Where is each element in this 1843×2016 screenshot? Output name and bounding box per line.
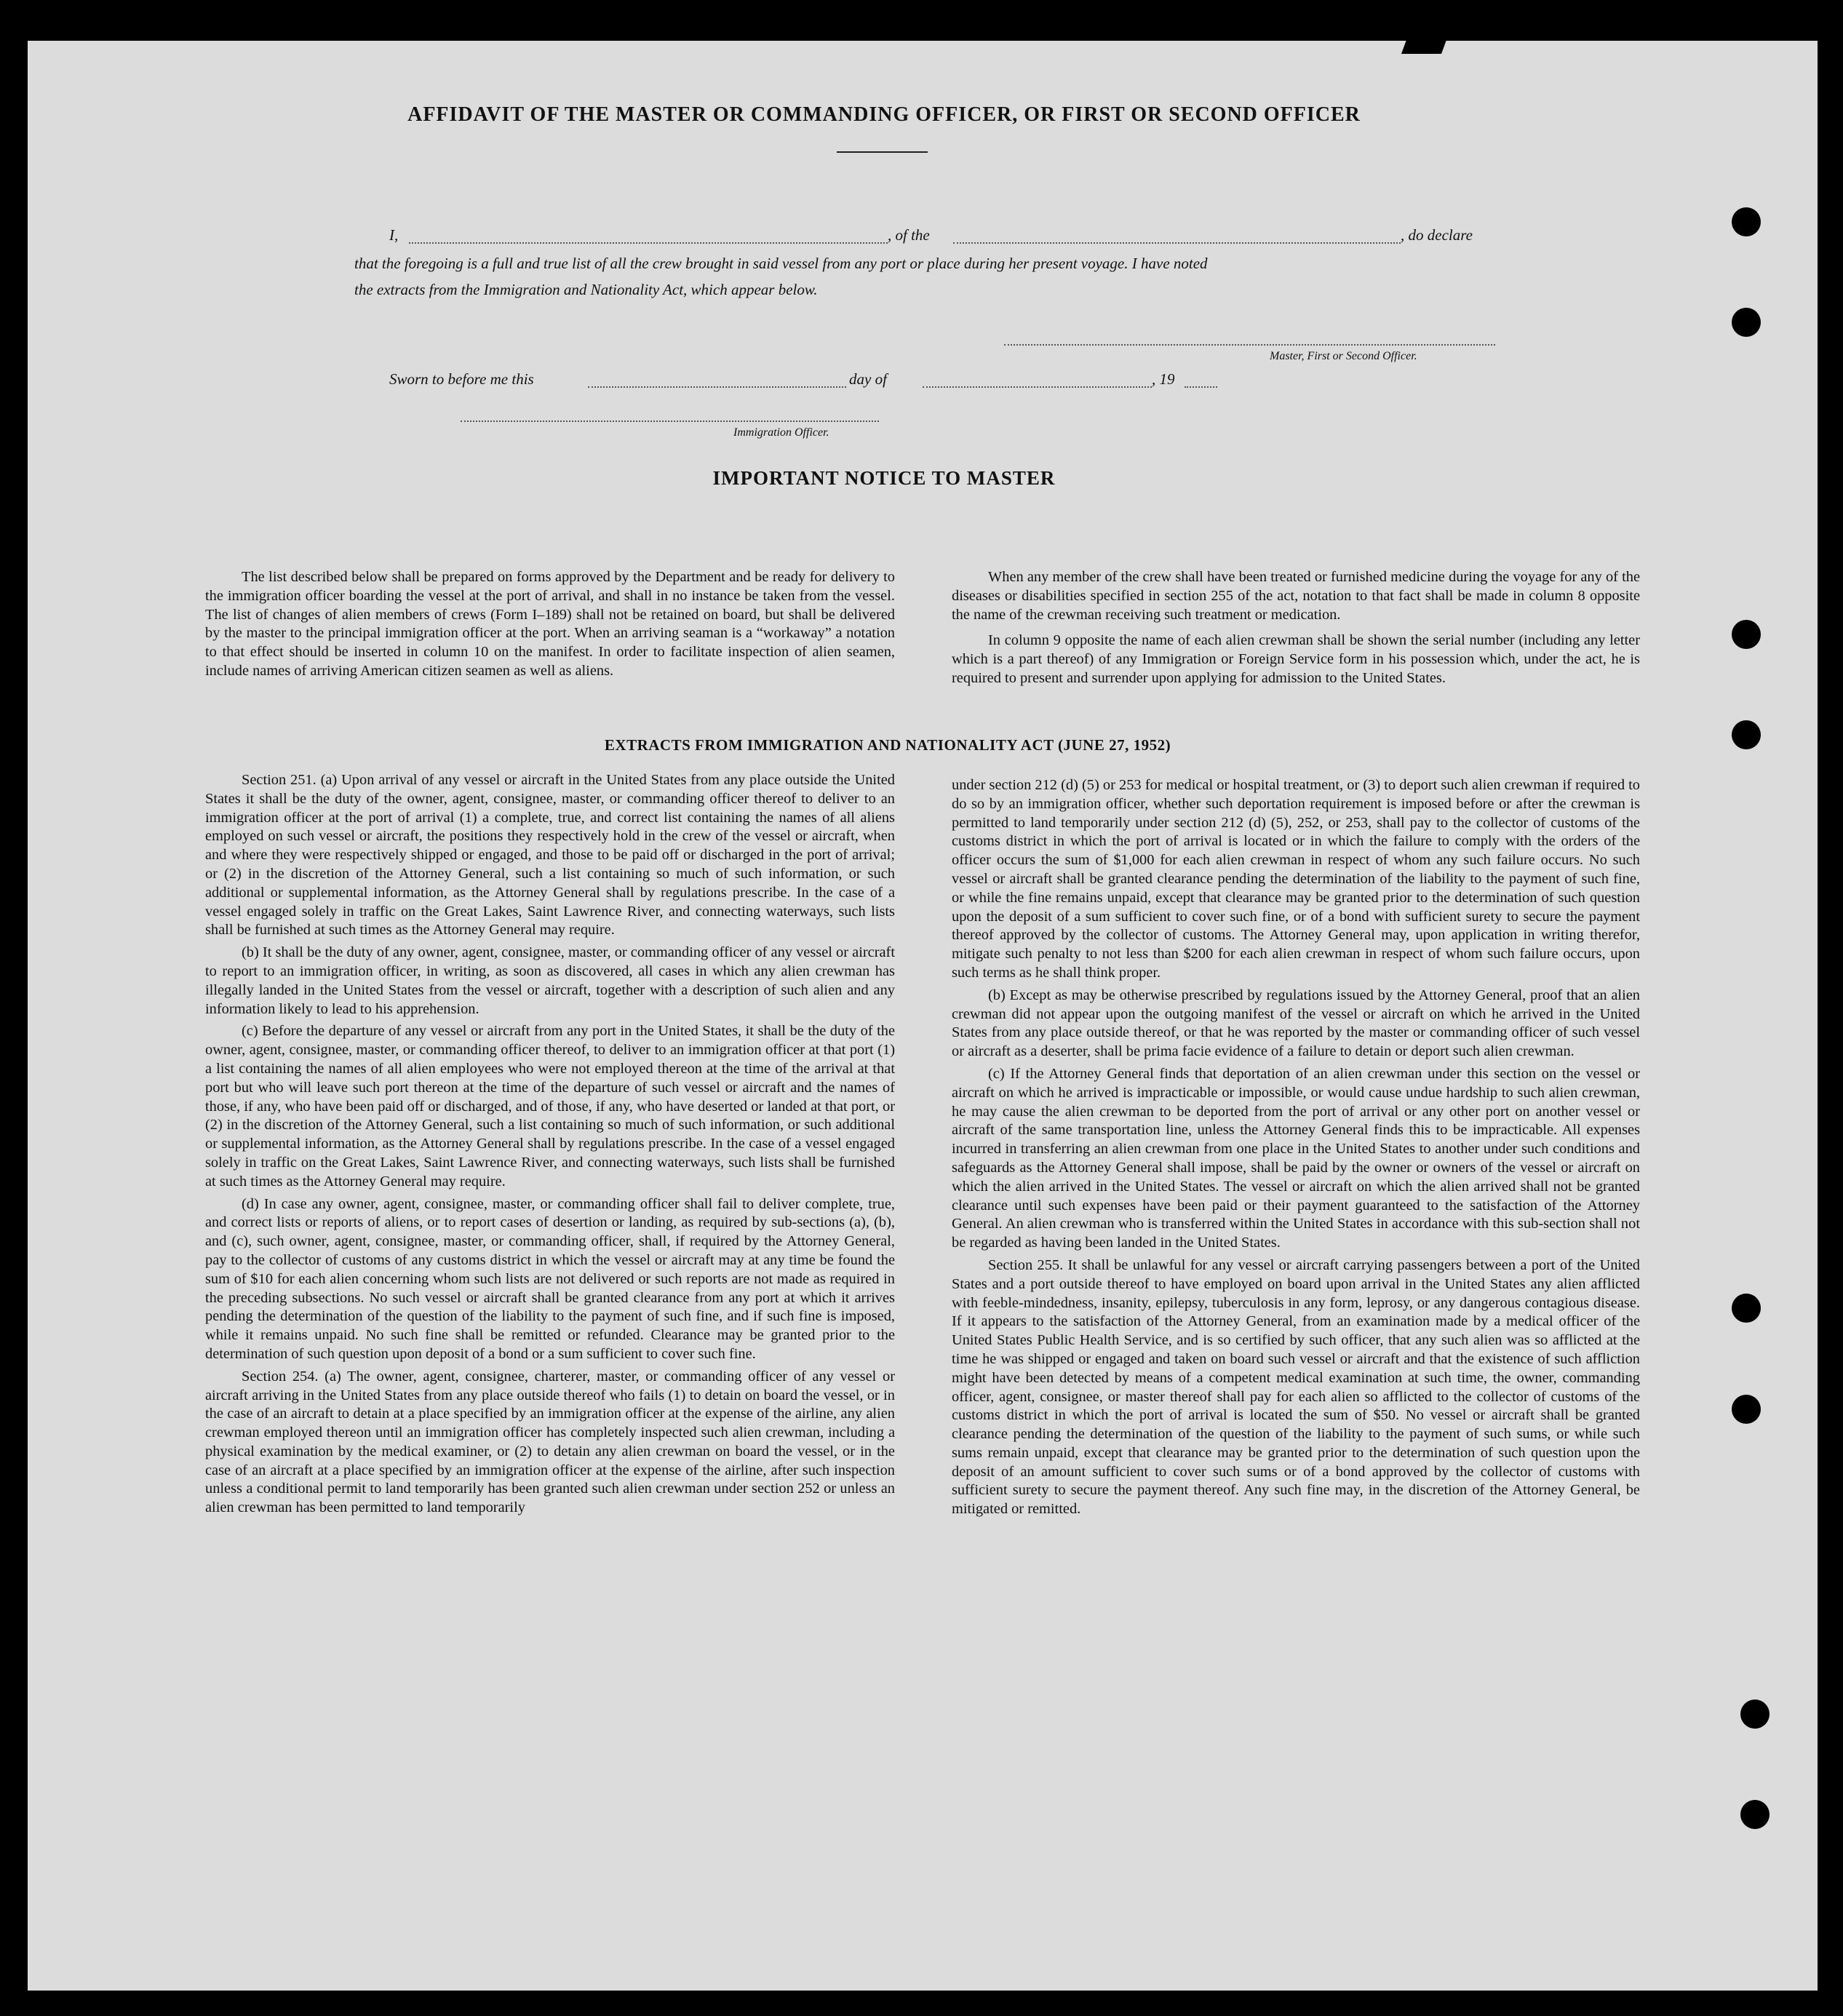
notice-left-paragraph: The list described below shall be prepared on forms approved by the Department and be ready for delivery to the immigration officer boarding the vessel at the port of arrival, and shall in no instance be taken from the vessel. The list of changes of alien members of crews (Form I–189) shall not be retained on board, but shall be delivered by the master to the principal immigration officer at the port. When an arriving seaman is a “workaway” a notation to that effect should be inserted in column 10 on the manifest. In order to facilitate inspection of alien seamen, include names of arriving American citizen seamen as well as aliens. — [205, 569, 895, 679]
of-the-text: , of the — [888, 226, 930, 244]
section-254-c: (c) If the Attorney General finds that deportation of an alien crewman under this section on the vessel or aircraft on which he arrived is impracticable or impossible, or would cause undue hardship to such alien crewman, he may cause the alien crewman to be deported from the port of arrival or any other port on another vessel or aircraft of the same transportation line, unless the Attorney General finds this to be impracticable. All expenses incurred in transferring an alien crewman from one place in the United States to another under such conditions and safeguards as the Attorney General shall impose, shall be paid by the owner or owners of the vessel or aircraft on which the alien arrived in the United States. The vessel or aircraft on which the alien arrived shall not be granted clearance until such expenses have been paid or their payment guaranteed to the satisfaction of the Attorney General. An alien crewman who is transferred within the United States in accordance with this sub-section shall not be regarded as having been landed in the United States. — [952, 1065, 1640, 1251]
punch-hole — [1732, 1294, 1761, 1323]
notice-right-column — [952, 568, 1640, 692]
officer-signature-caption: Immigration Officer. — [733, 426, 829, 439]
punch-hole — [1732, 720, 1761, 749]
section-255: Section 255. It shall be unlawful for any vessel or aircraft carrying passengers between a port of the United States and a port outside thereof to have employed on board upon arrival in the United States any alien afflicted with feeble-mindedness, insanity, epilepsy, tuberculosis in any form, leprosy, or any dangerous contagious disease. If it appears to the satisfaction of the Attorney General, from an examination made by a medical officer of the United States Public Health Service, and is so certified by such officer, that any such alien was so afflicted at the time he was shipped or engaged and taken on board such vessel or aircraft and that the existence of such affliction might have been detected by means of a competent medical examination at such time, the owner, commanding officer, agent, consignee, or master thereof shall pay for each alien so afflicted to the collector of customs of the customs district in which the port of arrival is located the sum of $50. No vessel or aircraft shall be granted clearance pending the determination of the question of the liability to the payment of such sums, or while such sums remain unpaid, except that clearance may be granted prior to the determination of such question upon the deposit of an amount sufficient to cover such sums or of a bond approved by the collector of customs with sufficient surety to secure the payment thereof. Any such fine may, in the discretion of the Attorney General, be mitigated or remitted. — [952, 1256, 1640, 1518]
sworn-day-field[interactable] — [588, 386, 846, 388]
sworn-year-field[interactable] — [1185, 386, 1217, 388]
title-divider — [837, 151, 928, 153]
section-251-d: (d) In case any owner, agent, consignee, master, or commanding officer shall fail to deliver complete, true, and correct lists or reports of aliens, or to report cases of desertion or landing, as required by sub-sections (a), (b), and (c), such owner, agent, consignee, master, or commanding officer, shall, if required by the Attorney General, pay to the collector of customs of any customs district in which the vessel or aircraft may at any time be found the sum of $10 for each alien concerning whom such lists are not delivered or such reports are not made as required in the preceding subsections. No such vessel or aircraft shall be granted clearance from any port at which it arrives pending the determination of the question of the liability to the payment of such fine, and if such fine is imposed, while it remains unpaid. No such fine shall be remitted or refunded. Clearance may be granted prior to the determination of such question upon deposit of a bond or a sum sufficient to cover such fine. — [205, 1195, 895, 1362]
day-of-text: day of — [849, 370, 887, 388]
notice-right-paragraph-2: In column 9 opposite the name of each alien crewman shall be shown the serial number (including any letter which is a part thereof) of any Immigration or Foreign Service form in his possession which, under the act, he is required to present and surrender upon applying for admission to the United States. — [952, 632, 1640, 686]
affidavit-title: AFFIDAVIT OF THE MASTER OR COMMANDING OFFICER, OR FIRST OR SECOND OFFICER — [407, 103, 1361, 126]
section-254-b: (b) Except as may be otherwise prescribed by regulations issued by the Attorney General, proof that an alien crewman did not appear upon the outgoing manifest of the vessel or aircraft on which he arrived in the United States from any place outside thereof, or that he was reported by the master or commanding officer of such vessel or aircraft as a deserter, shall be prima facie evidence of a failure to detain or deport such alien crewman. — [952, 987, 1640, 1060]
officer-signature-field[interactable] — [461, 421, 879, 422]
notice-left-column — [205, 568, 895, 685]
extracts-title: EXTRACTS FROM IMMIGRATION AND NATIONALITY ACT (JUNE 27, 1952) — [604, 736, 1171, 754]
punch-hole — [1732, 308, 1761, 337]
punch-hole — [1732, 207, 1761, 236]
punch-hole — [1732, 1395, 1761, 1424]
punch-hole — [1740, 1800, 1770, 1829]
section-251-c: (c) Before the departure of any vessel or aircraft from any port in the United States, it shall be the duty of the owner, agent, consignee, master, or commanding officer thereof, to deliver to an immigration officer at that port (1) a list containing the names of all alien employees who were not employed thereon at the time of the arrival at that port but who will leave such port thereon at the time of the departure of such vessel or aircraft and the names of those, if any, who have been paid off or discharged, and of those, if any, who have deserted or landed at that port, or (2) in the discretion of the Attorney General, such a list containing so much of such information, or such additional or supplemental information, as the Attorney General shall by regulations prescribe. In the case of a vessel engaged solely in traffic on the Great Lakes, Saint Lawrence River, and connecting waterways, such lists shall be furnished at such times as the Attorney General may require. — [205, 1023, 895, 1190]
master-signature-caption: Master, First or Second Officer. — [1270, 350, 1417, 362]
master-signature-field[interactable] — [1004, 344, 1495, 346]
section-254-a-continued: under section 212 (d) (5) or 253 for medical or hospital treatment, or (3) to deport such alien crewman if required to do so by an immigration officer, whether such deportation requirement is imposed before or after the crewman is permitted to land temporarily under section 212 (d) (5), 252, or 253, shall pay to the collector of customs of the customs district in which the port of arrival is located or in which the failure to comply with the orders of the officer occurs the sum of $1,000 for each alien crewman in respect of whom any such failure occurs. No such vessel or aircraft shall be granted clearance pending the determination of the liability to the payment of such fine, or while the fine remains unpaid, except that clearance may be granted prior to the determination of such question upon the deposit of a sum sufficient to cover such fine, or of a bond with sufficient surety to secure the payment thereof approved by the collector of customs. The Attorney General may, upon application in writing therefor, mitigate such penalty to not less than $200 for each alien crewman in respect of whom such failure occurs, upon such terms as he shall think proper. — [952, 777, 1640, 981]
notice-title: IMPORTANT NOTICE TO MASTER — [712, 467, 1056, 489]
punch-hole — [1740, 1700, 1770, 1729]
notice-right-paragraph-1: When any member of the crew shall have been treated or furnished medicine during the voyage for any of the diseases or disabilities specified in section 255 of the act, notation to that fact shall be made in column 8 opposite the name of the crewman receiving such treatment or medication. — [952, 569, 1640, 623]
declarant-prefix: I, — [389, 226, 399, 244]
year-prefix: , 19 — [1152, 370, 1175, 388]
vessel-name-field[interactable] — [953, 242, 1401, 244]
declarant-name-field[interactable] — [409, 242, 888, 244]
sworn-text: Sworn to before me this — [389, 370, 534, 388]
section-251-b: (b) It shall be the duty of any owner, agent, consignee, master, or commanding officer of any vessel or aircraft to report to an immigration officer, in writing, as soon as discovered, all cases in which any alien crewman has illegally landed in the United States from the vessel or aircraft, together with a description of such alien and any information likely to lead to his apprehension. — [205, 944, 895, 1017]
extracts-left-column — [205, 771, 895, 1521]
extracts-right-column — [952, 776, 1640, 1523]
punch-hole — [1732, 620, 1761, 649]
declaration-line-2: that the foregoing is a full and true list of all the crew brought in said vessel from any port or place during her present voyage. I have noted — [354, 255, 1208, 272]
declaration-line-3: the extracts from the Immigration and Nationality Act, which appear below. — [354, 281, 818, 298]
section-251-a: Section 251. (a) Upon arrival of any vessel or aircraft in the United States from any place outside the United States it shall be the duty of the owner, agent, consignee, master, or commanding officer thereof to deliver to an immigration officer at the port of arrival (1) a complete, true, and correct list containing the names of all aliens employed on such vessel or aircraft, the positions they respectively hold in the crew of the vessel or aircraft, when and where they were respectively shipped or engaged, and those to be paid off or discharged in the port of arrival; or (2) in the discretion of the Attorney General, such a list containing so much of such information, or such additional or supplemental information, as the Attorney General shall by regulations prescribe. In the case of a vessel engaged solely in traffic on the Great Lakes, Saint Lawrence River, and connecting waterways, such lists shall be furnished at such times as the Attorney General may require. — [205, 772, 895, 939]
torn-corner — [1401, 38, 1447, 54]
sworn-month-field[interactable] — [923, 386, 1152, 388]
section-254-a: Section 254. (a) The owner, agent, consignee, charterer, master, or commanding officer of any vessel or aircraft arriving in the United States from any place outside thereof who fails (1) to detain on board the vessel, or in the case of an aircraft to detain at a place specified by an immigration officer at the expense of the airline, any alien crewman employed thereon until an immigration officer has completely inspected such alien crewman, including a physical examination by the medical examiner, or (2) to detain any alien crewman on board the vessel, or in the case of an aircraft at a place specified by an immigration officer at the expense of the airline, after such inspection unless a conditional permit to land temporarily has been granted such alien crewman under section 252 or unless an alien crewman has been permitted to land temporarily — [205, 1368, 895, 1516]
do-declare-text: , do declare — [1401, 226, 1473, 244]
